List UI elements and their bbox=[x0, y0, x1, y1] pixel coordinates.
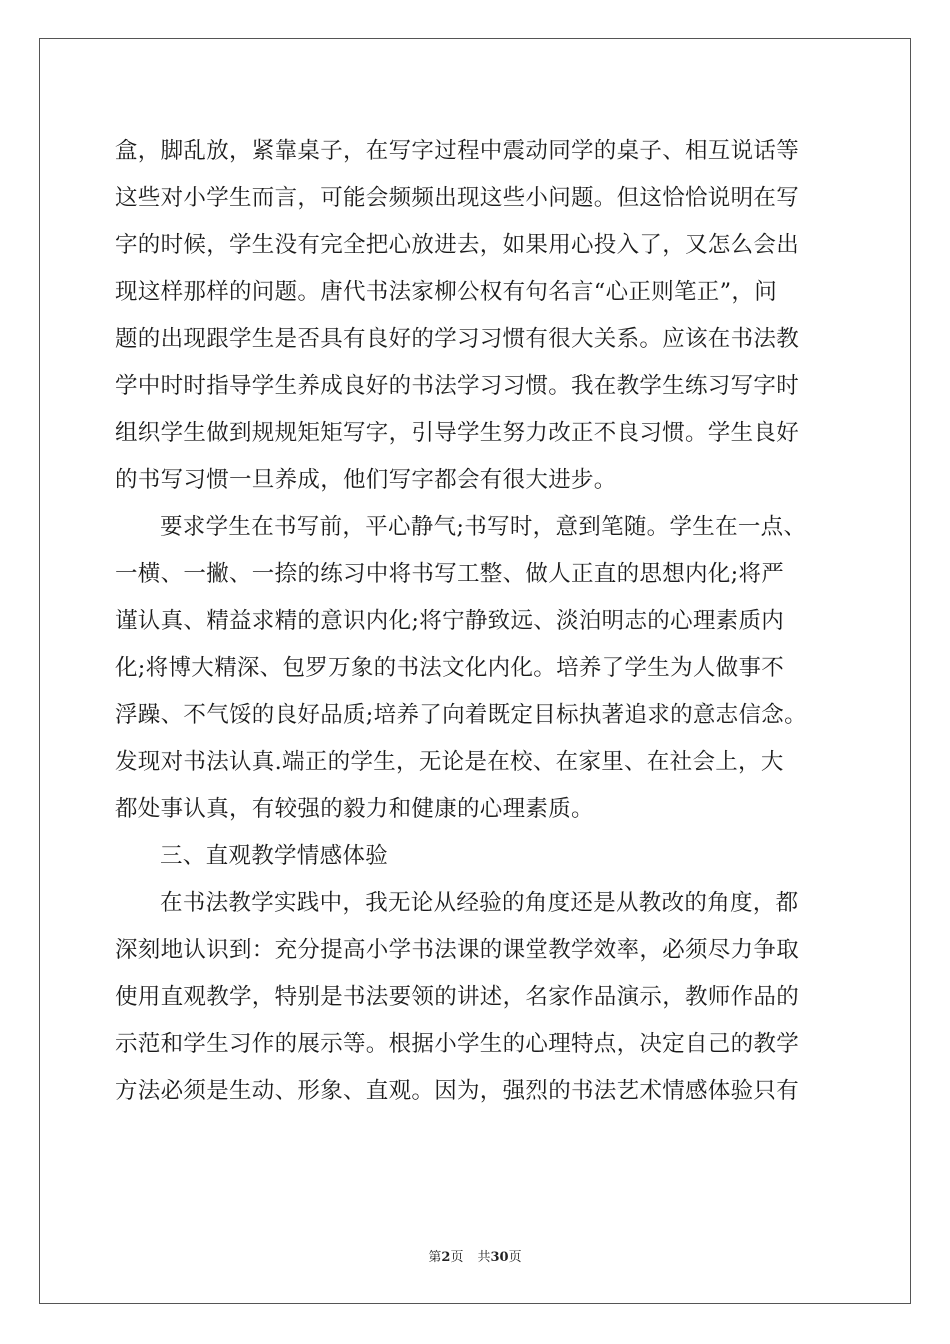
text-line: 的书写习惯一旦养成，他们写字都会有很大进步。 bbox=[115, 467, 617, 493]
text-line: 三、直观教学情感体验 bbox=[160, 843, 389, 869]
text-line: 这些对小学生而言，可能会频频出现这些小问题。但这恰恰说明在写 bbox=[115, 185, 800, 211]
text-line: 示范和学生习作的展示等。根据小学生的心理特点，决定自己的教学 bbox=[115, 1031, 800, 1057]
text-line: 都处事认真，有较强的毅力和健康的心理素质。 bbox=[115, 796, 594, 822]
text-line: 深刻地认识到：充分提高小学书法课的课堂教学效率，必须尽力争取 bbox=[115, 937, 800, 963]
total-pages: 30 bbox=[490, 1250, 509, 1265]
text-line: 化;将博大精深、包罗万象的书法文化内化。培养了学生为人做事不 bbox=[115, 655, 785, 681]
text-line: 字的时候，学生没有完全把心放进去，如果用心投入了，又怎么会出 bbox=[115, 232, 800, 258]
text-line: 学中时时指导学生养成良好的书法学习习惯。我在教学生练习写字时 bbox=[115, 373, 800, 399]
page-prefix: 第 bbox=[428, 1250, 442, 1265]
text-line: 一横、一撇、一捺的练习中将书写工整、做人正直的思想内化;将严 bbox=[115, 561, 785, 587]
page-footer bbox=[0, 1246, 950, 1265]
text-line: 现这样那样的问题。唐代书法家柳公权有句名言“心正则笔正”，问 bbox=[115, 279, 778, 305]
page-number: 2 bbox=[441, 1250, 451, 1265]
text-line: 使用直观教学，特别是书法要领的讲述，名家作品演示，教师作品的 bbox=[115, 984, 800, 1010]
total-suffix: 页 bbox=[508, 1250, 522, 1265]
text-line: 盒，脚乱放，紧靠桌子，在写字过程中震动同学的桌子、相互说话等 bbox=[115, 138, 800, 164]
text-line: 题的出现跟学生是否具有良好的学习习惯有很大关系。应该在书法教 bbox=[115, 326, 800, 352]
page-suffix: 页 bbox=[450, 1250, 464, 1265]
text-line: 发现对书法认真.端正的学生，无论是在校、在家里、在社会上，大 bbox=[115, 749, 784, 775]
text-line: 浮躁、不气馁的良好品质;培养了向着既定目标执著追求的意志信念。 bbox=[115, 702, 807, 728]
text-line: 谨认真、精益求精的意识内化;将宁静致远、淡泊明志的心理素质内 bbox=[115, 608, 785, 634]
document-body bbox=[115, 128, 835, 1115]
text-line: 方法必须是生动、形象、直观。因为，强烈的书法艺术情感体验只有 bbox=[115, 1078, 800, 1104]
text-line: 要求学生在书写前，平心静气;书写时，意到笔随。学生在一点、 bbox=[160, 514, 807, 540]
text-line: 组织学生做到规规矩矩写字，引导学生努力改正不良习惯。学生良好 bbox=[115, 420, 800, 446]
total-prefix: 共 bbox=[477, 1250, 491, 1265]
text-line: 在书法教学实践中，我无论从经验的角度还是从教改的角度，都 bbox=[160, 890, 799, 916]
